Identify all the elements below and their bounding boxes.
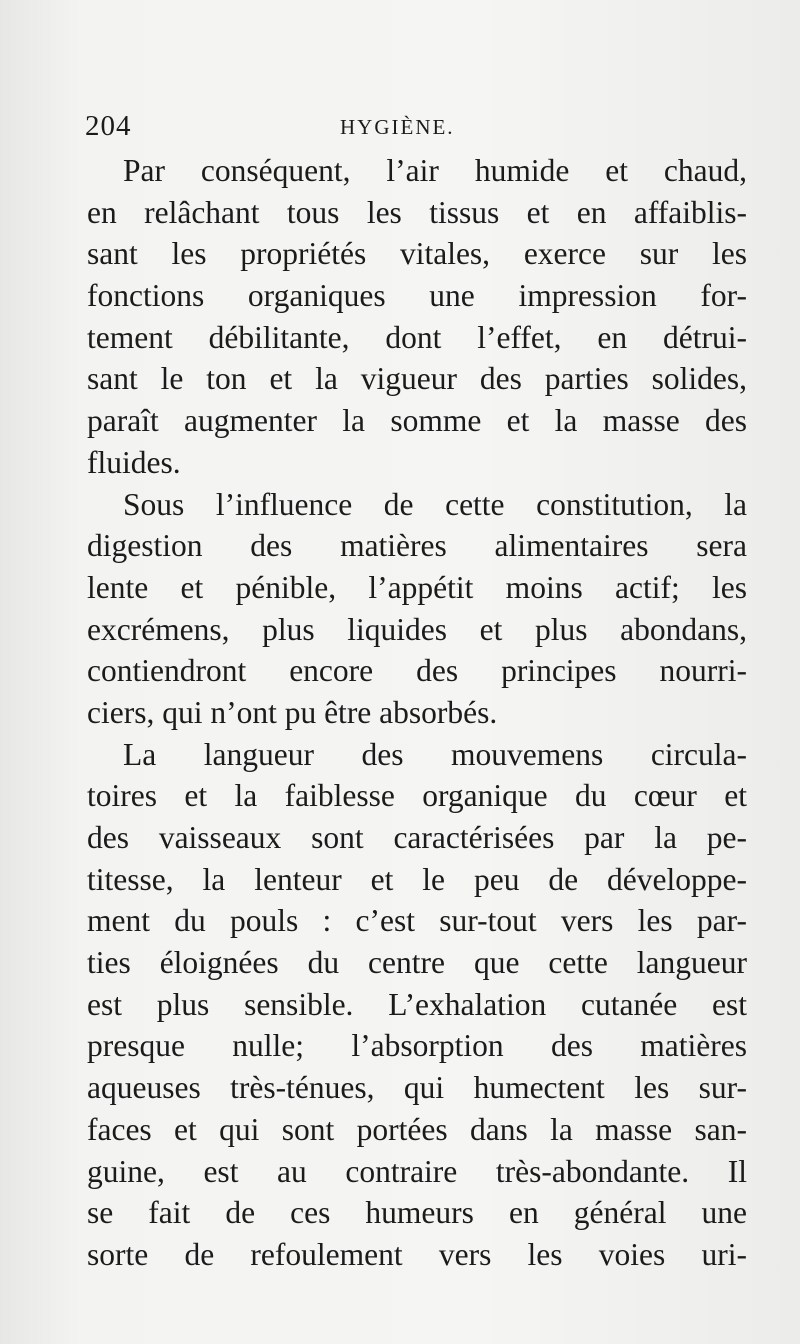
text-line: toires et la faiblesse organique du cœur et — [87, 778, 747, 814]
text-line: ties éloignées du centre que cette langueur — [87, 945, 747, 981]
body-text — [87, 150, 747, 1276]
text-line: aqueuses très-ténues, qui humectent les sur- — [87, 1070, 747, 1106]
paragraph — [87, 484, 747, 734]
text-line: paraît augmenter la somme et la masse des — [87, 403, 747, 439]
text-line: presque nulle; l’absorption des matières — [87, 1028, 747, 1064]
text-line: est plus sensible. L’exhalation cutanée est — [87, 986, 747, 1022]
text-line: tement débilitante, dont l’effet, en détrui- — [87, 319, 747, 355]
page-header — [85, 110, 505, 144]
text-line: guine, est au contraire très-abondante. Il — [87, 1153, 747, 1189]
text-line: fonctions organiques une impression for- — [87, 278, 747, 314]
page-number: 204 — [85, 110, 132, 142]
text-line: en relâchant tous les tissus et en affaiblis- — [87, 194, 747, 230]
text-line: se fait de ces humeurs en général une — [87, 1195, 747, 1231]
text-line: La langueur des mouvemens circula- — [123, 736, 747, 772]
paragraph — [87, 150, 747, 484]
text-line: sorte de refoulement vers les voies uri- — [87, 1236, 747, 1272]
text-line: ment du pouls : c’est sur-tout vers les par- — [87, 903, 747, 939]
text-line: Sous l’influence de cette constitution, la — [123, 486, 747, 522]
text-line: titesse, la lenteur et le peu de développe- — [87, 861, 747, 897]
text-line: sant les propriétés vitales, exerce sur les — [87, 236, 747, 272]
text-line: ciers, qui n’ont pu être absorbés. — [87, 694, 498, 730]
text-line: faces et qui sont portées dans la masse san- — [87, 1111, 747, 1147]
text-line: digestion des matières alimentaires sera — [87, 528, 747, 564]
text-line: contiendront encore des principes nourri- — [87, 653, 747, 689]
text-line: fluides. — [87, 444, 181, 480]
text-line: des vaisseaux sont caractérisées par la pe- — [87, 820, 747, 855]
running-head: HYGIÈNE. — [340, 115, 455, 139]
text-line: sant le ton et la vigueur des parties solides, — [87, 361, 747, 397]
text-line: lente et pénible, l’appétit moins actif; les — [87, 569, 747, 605]
text-line: Par conséquent, l’air humide et chaud, — [123, 153, 747, 188]
text-line: excrémens, plus liquides et plus abondans, — [87, 611, 747, 647]
paragraph — [87, 734, 747, 1276]
